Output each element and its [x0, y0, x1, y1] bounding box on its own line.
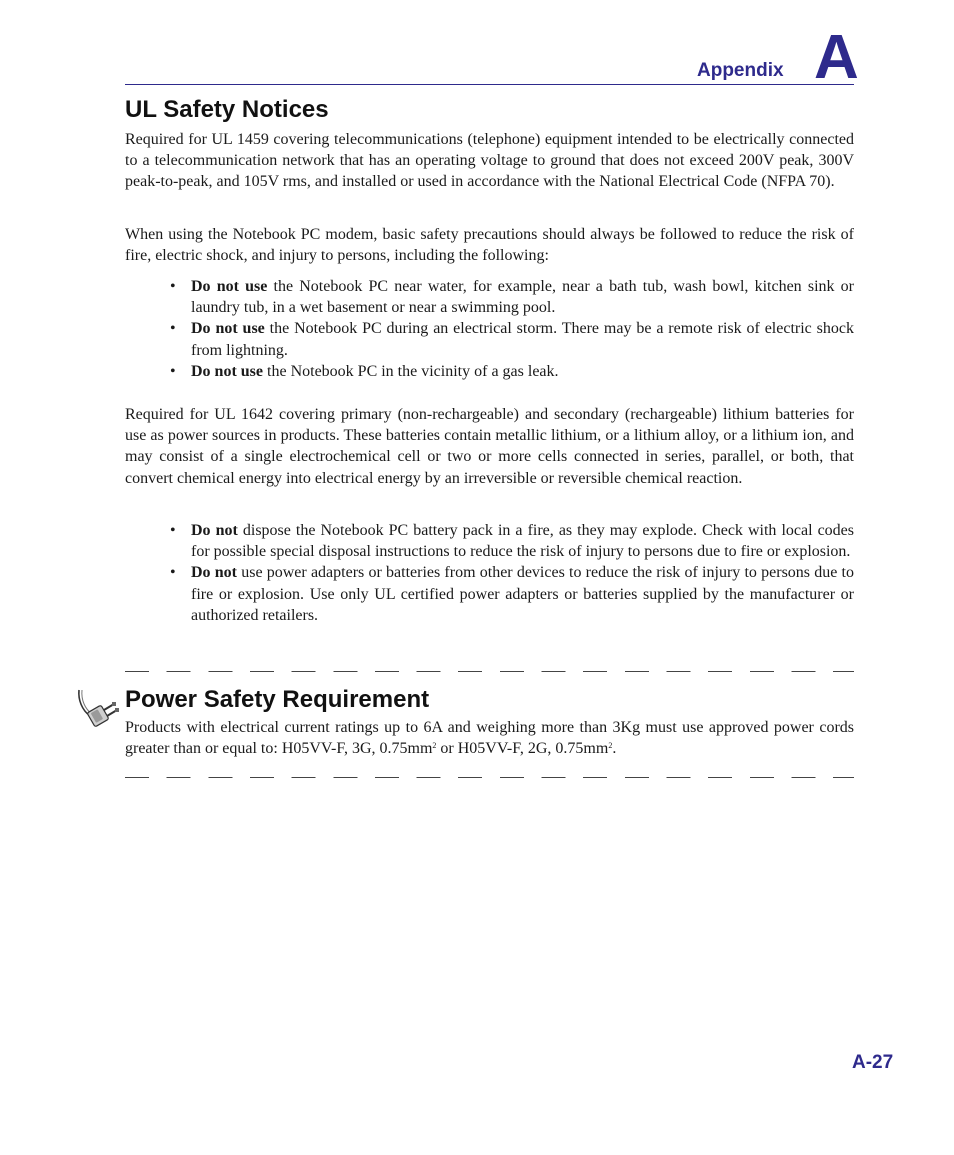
bullet-text: the Notebook PC during an electrical storm. There may be a remote risk of electric shock from lightning. — [191, 320, 854, 359]
bullet-text: dispose the Notebook PC battery pack in a fire, as they may explode. Check with local codes for possible special disposal instructions to reduce the risk of injury to persons due to fire or explosion. — [191, 522, 854, 561]
power-text-end: . — [612, 740, 617, 758]
appendix-label: Appendix — [697, 60, 784, 81]
power-safety-title: Power Safety Requirement — [125, 686, 430, 713]
superscript: 2 — [432, 741, 437, 751]
bullet-bold: Do not use — [191, 362, 264, 380]
list-item — [191, 562, 854, 626]
power-text-start: Products with electrical current ratings up to 6A and weighing more than 3Kg must use approved power cords greater than or equal to: H05VV-F, 3G, 0.75mm — [125, 719, 854, 758]
bullet-text: use power adapters or batteries from other devices to reduce the risk of injury to persons due to fire or explosion. Use only UL certified power adapters or batteries supplied by the manufacturer or authorized retailers. — [191, 564, 855, 624]
note-top-divider — [125, 671, 854, 672]
superscript: 2 — [608, 741, 613, 751]
page-number: A-27 — [852, 1052, 894, 1073]
list-item — [191, 276, 854, 318]
power-text-middle: or H05VV-F, 2G, 0.75mm — [436, 740, 609, 758]
bullet-bold: Do not use — [191, 320, 265, 338]
list-item — [191, 361, 854, 382]
bullet-text: the Notebook PC near water, for example, near a bath tub, wash bowl, kitchen sink or laundry tub, in a wet basement or near a swimming pool. — [191, 278, 855, 317]
bullet-bold: Do not — [191, 522, 238, 539]
ul1642-paragraph: Required for UL 1642 covering primary (non-rechargeable) and secondary (rechargeable) lithium batteries for use as power sources in products. These batteries contain metallic lithium, or a lithium alloy, or a lithium ion, and may consist of a single electrochemical cell or two or more cells connected in series, parallel, or both, that convert chemical energy into electrical energy by an irreversible or reversible chemical reaction. — [125, 406, 854, 487]
power-cord-paragraph — [125, 717, 854, 759]
bullet-bold: Do not use — [191, 278, 268, 295]
bullet-text: the Notebook PC in the vicinity of a gas leak. — [263, 362, 559, 380]
modem-intro-paragraph: When using the Notebook PC modem, basic safety precautions should always be followed to reduce the risk of fire, electric shock, and injury to persons, including the following: — [125, 226, 854, 265]
battery-bullet-list — [191, 520, 854, 626]
list-item — [191, 318, 854, 360]
modem-bullet-list — [191, 276, 854, 382]
ul1459-paragraph: Required for UL 1459 covering telecommunications (telephone) equipment intended to be electrically connected to a telecommunication network that has an operating voltage to ground that does not exceed 200V peak, 300V peak-to-peak, and 105V rms, and installed or used in accordance with the National Electrical Code (NFPA 70). — [125, 131, 854, 191]
appendix-letter: A — [814, 23, 859, 92]
power-plug-note-icon — [76, 688, 122, 730]
list-item — [191, 520, 854, 562]
header-rule — [125, 84, 854, 85]
ul-safety-title: UL Safety Notices — [125, 96, 329, 123]
note-bottom-divider — [125, 777, 854, 778]
bullet-bold: Do not — [191, 564, 237, 582]
